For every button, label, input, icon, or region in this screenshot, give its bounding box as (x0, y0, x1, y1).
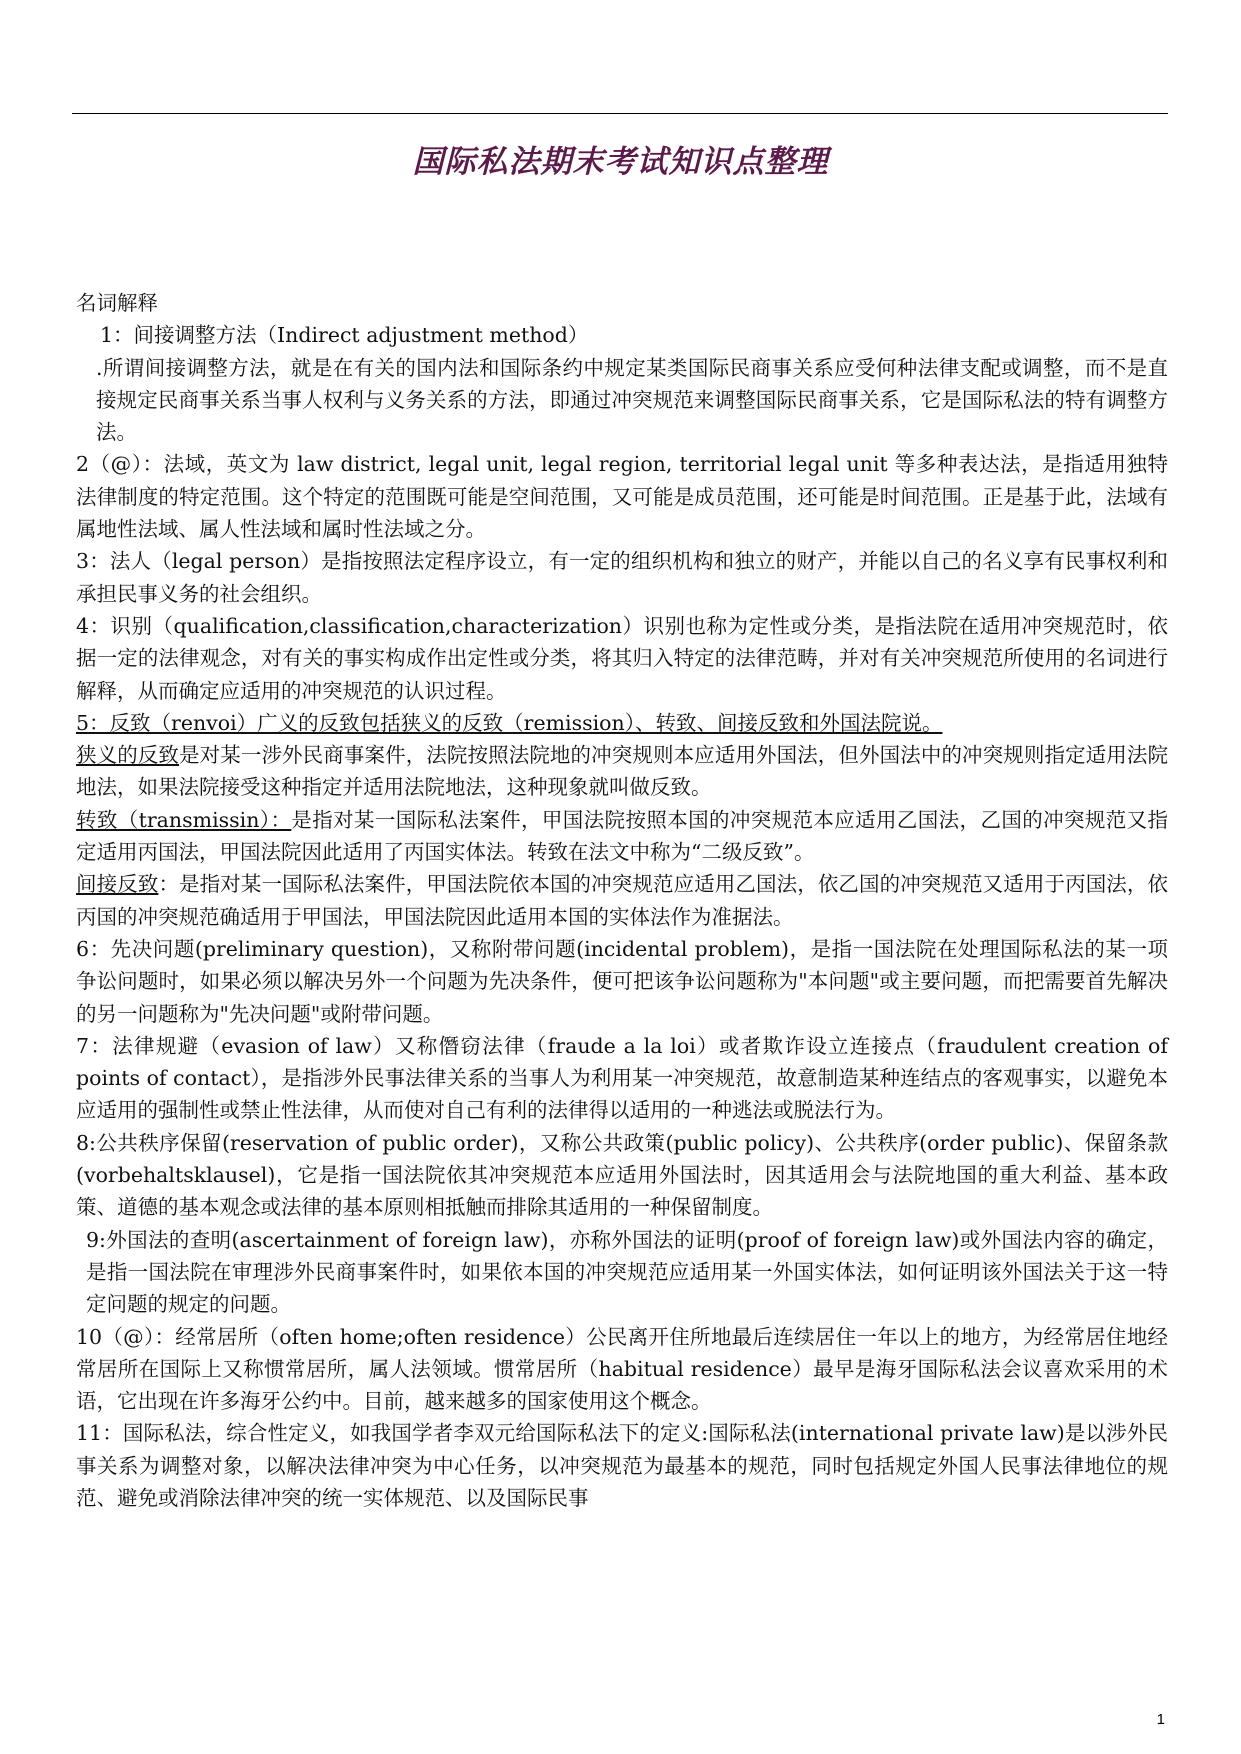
item-5c (76, 868, 1168, 933)
item-1-body: .所谓间接调整方法，就是在有关的国内法和国际条约中规定某类国际民商事关系应受何种法律支配或调整，而不是直接规定民商事关系当事人权利与义务关系的方法，即通过冲突规范来调整国际民商事关系，它是国际私法的特有调整方法。 (96, 355, 1168, 445)
item-10: 10（@）：经常居所（often home;often residence）公民离开住所地最后连续居住一年以上的地方，为经常居住地经常居所在国际上又称惯常居所，属人法领域。惯常居所（habitual residence）最早是海牙国际私法会议喜欢采用的术语，它出现在许多海牙公约中。目前，越来越多的国家使用这个概念。 (76, 1324, 1168, 1414)
item-11: 11：国际私法，综合性定义，如我国学者李双元给国际私法下的定义:国际私法(international private law)是以涉外民事关系为调整对象，以解决法律冲突为中心任务，以冲突规范为最基本的规范，同时包括规定外国人民事法律地位的规范、避免或消除法律冲突的统一实体规范、以及国际民事 (76, 1421, 1168, 1510)
item-6: 6：先决问题(preliminary question)，又称附带问题(incidental problem)，是指一国法院在处理国际私法的某一项争讼问题时，如果必须以解决另外一个问题为先决条件，便可把该争讼问题称为"本问题"或主要问题，而把需要首先解决的另一问题称为"先决问题"或附带问题。 (76, 936, 1168, 1026)
header-rule (72, 113, 1168, 114)
item-7: 7：法律规避（evasion of law）又称僭窃法律（fraude a la loi）或者欺诈设立连接点（fraudulent creation of points of contact），是指涉外民事法律关系的当事人为利用某一冲突规范，故意制造某种连结点的客观事实，以避免本应适用的强制性或禁止性法律，从而使对自己有利的法律得以适用的一种逃法或脱法行为。 (76, 1033, 1168, 1123)
item-5c-body: ：是指对某一国际私法案件，甲国法院依本国的冲突规范应适用乙国法，依乙国的冲突规范又适用于丙国法，依丙国的冲突规范确适用于甲国法，甲国法院因此适用本国的实体法作为准据法。 (76, 872, 1169, 929)
item-5a (76, 739, 1168, 804)
item-5a-body: 是对某一涉外民商事案件，法院按照法院地的冲突规则本应适用外国法，但外国法中的冲突规则指定适用法院地法，如果法院接受这种指定并适用法院地法，这种现象就叫做反致。 (76, 743, 1168, 800)
item-4: 4：识别（qualification,classification,characterization）识别也称为定性或分类，是指法院在适用冲突规范时，依据一定的法律观念，对有关的事实构成作出定性或分类，将其归入特定的法律范畴，并对有关冲突规范所使用的名词进行解释，从而确定应适用的冲突规范的认识过程。 (76, 613, 1168, 703)
item-5b-body: 是指对某一国际私法案件，甲国法院按照本国的冲突规范本应适用乙国法，乙国的冲突规范又指定适用丙国法，甲国法院因此适用了丙国实体法。转致在法文中称为“二级反致”。 (76, 807, 1169, 865)
section-heading: 名词解释 (76, 291, 158, 315)
item-8: 8:公共秩序保留(reservation of public order)，又称公共政策(public policy)、公共秩序(order public)、保留条款(vorbehaltsklausel)，它是指一国法院依其冲突规范本应适用外国法时，因其适用会与法院地国的重大利益、基本政策、道德的基本观念或法律的基本原则相抵触而排除其适用的一种保留制度。 (76, 1130, 1168, 1220)
item-5b-term: 转致（transmissin）： (76, 807, 292, 832)
item-1-heading: 1：间接调整方法（Indirect adjustment method） (100, 323, 589, 348)
item-5: 5：反致（renvoi）广义的反致包括狭义的反致（remission）、转致、间接反致和外国法院说。 (76, 710, 943, 735)
document-title: 国际私法期末考试知识点整理 (412, 144, 829, 180)
item-5c-term: 间接反致 (76, 872, 159, 897)
item-5a-term: 狭义的反致 (76, 743, 180, 768)
item-9: 9:外国法的查明(ascertainment of foreign law)，亦称外国法的证明(proof of foreign law)或外国法内容的确定，是指一国法院在审理涉外民商事案件时，如果依本国的冲突规范应适用某一外国实体法，如何证明该外国法关于这一特定问题的规定的问题。 (86, 1227, 1168, 1317)
page-number: 1 (1156, 1711, 1165, 1728)
item-2: 2（@）：法域，英文为 law district, legal unit, legal region, territorial legal unit 等多种表达法，是指适用独特法律制度的特定范围。这个特定的范围既可能是空间范围，又可能是成员范围，还可能是时间范围。正是基于此，法域有属地性法域、属人性法域和属时性法域之分。 (76, 452, 1168, 542)
document-body (76, 287, 1168, 1514)
item-3: 3：法人（legal person）是指按照法定程序设立，有一定的组织机构和独立的财产，并能以自己的名义享有民事权利和承担民事义务的社会组织。 (76, 549, 1168, 606)
item-5b (76, 804, 1168, 869)
